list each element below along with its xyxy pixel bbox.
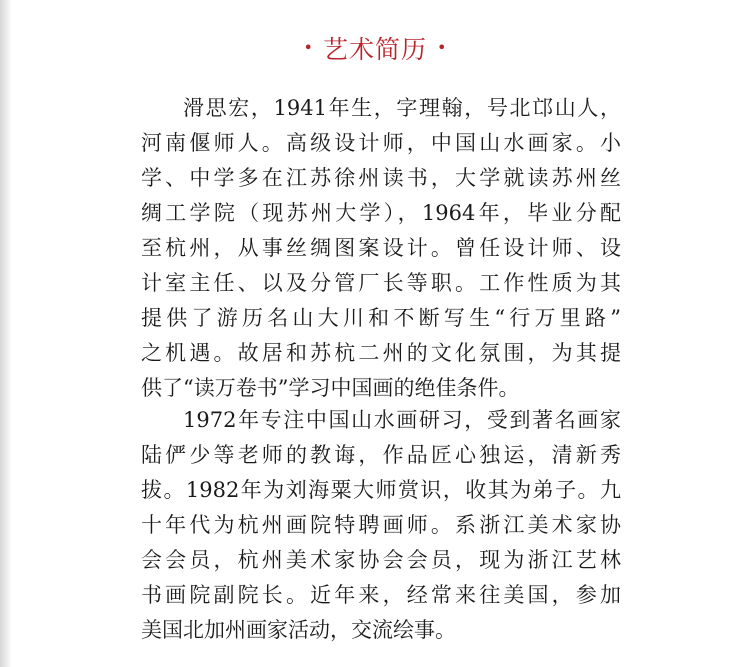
- title-dot-left: •: [303, 38, 313, 57]
- text-line: 美国北加州画家活动，交流绘事。: [141, 618, 456, 642]
- text-line: 河南偃师人。高级设计师，中国山水画家。小: [141, 131, 621, 155]
- biography-paragraph-1: [141, 91, 621, 406]
- section-header: [0, 30, 750, 66]
- section-title: 艺术简历: [322, 35, 427, 64]
- text-line: 十年代为杭州画院特聘画师。系浙江美术家协: [141, 513, 621, 537]
- title-dot-right: •: [437, 38, 447, 57]
- text-line: 提供了游历名山大川和不断写生“行万里路”: [141, 306, 621, 330]
- page-edge-shadow: [0, 0, 12, 667]
- text-line: 计室主任、以及分管厂长等职。工作性质为其: [141, 271, 621, 295]
- text-line: 学、中学多在江苏徐州读书，大学就读苏州丝: [141, 166, 621, 190]
- text-line: 供了“读万卷书”学习中国画的绝佳条件。: [141, 376, 520, 400]
- text-line: 陆俨少等老师的教诲，作品匠心独运，清新秀: [141, 443, 621, 467]
- text-line: 滑思宏，1941年生，字理翰，号北邙山人，: [183, 96, 621, 120]
- text-line: 拔。1982年为刘海粟大师赏识，收其为弟子。九: [141, 478, 621, 502]
- biography-paragraph-2: [141, 403, 621, 648]
- text-line: 至杭州，从事丝绸图案设计。曾任设计师、设: [141, 236, 621, 260]
- text-line: 1972年专注中国山水画研习，受到著名画家: [183, 408, 621, 432]
- text-line: 之机遇。故居和苏杭二州的文化氛围，为其提: [141, 341, 621, 365]
- text-line: 书画院副院长。近年来，经常来往美国，参加: [141, 583, 621, 607]
- text-line: 绸工学院（现苏州大学），1964年，毕业分配: [141, 201, 621, 225]
- text-line: 会会员，杭州美术家协会会员，现为浙江艺林: [141, 548, 621, 572]
